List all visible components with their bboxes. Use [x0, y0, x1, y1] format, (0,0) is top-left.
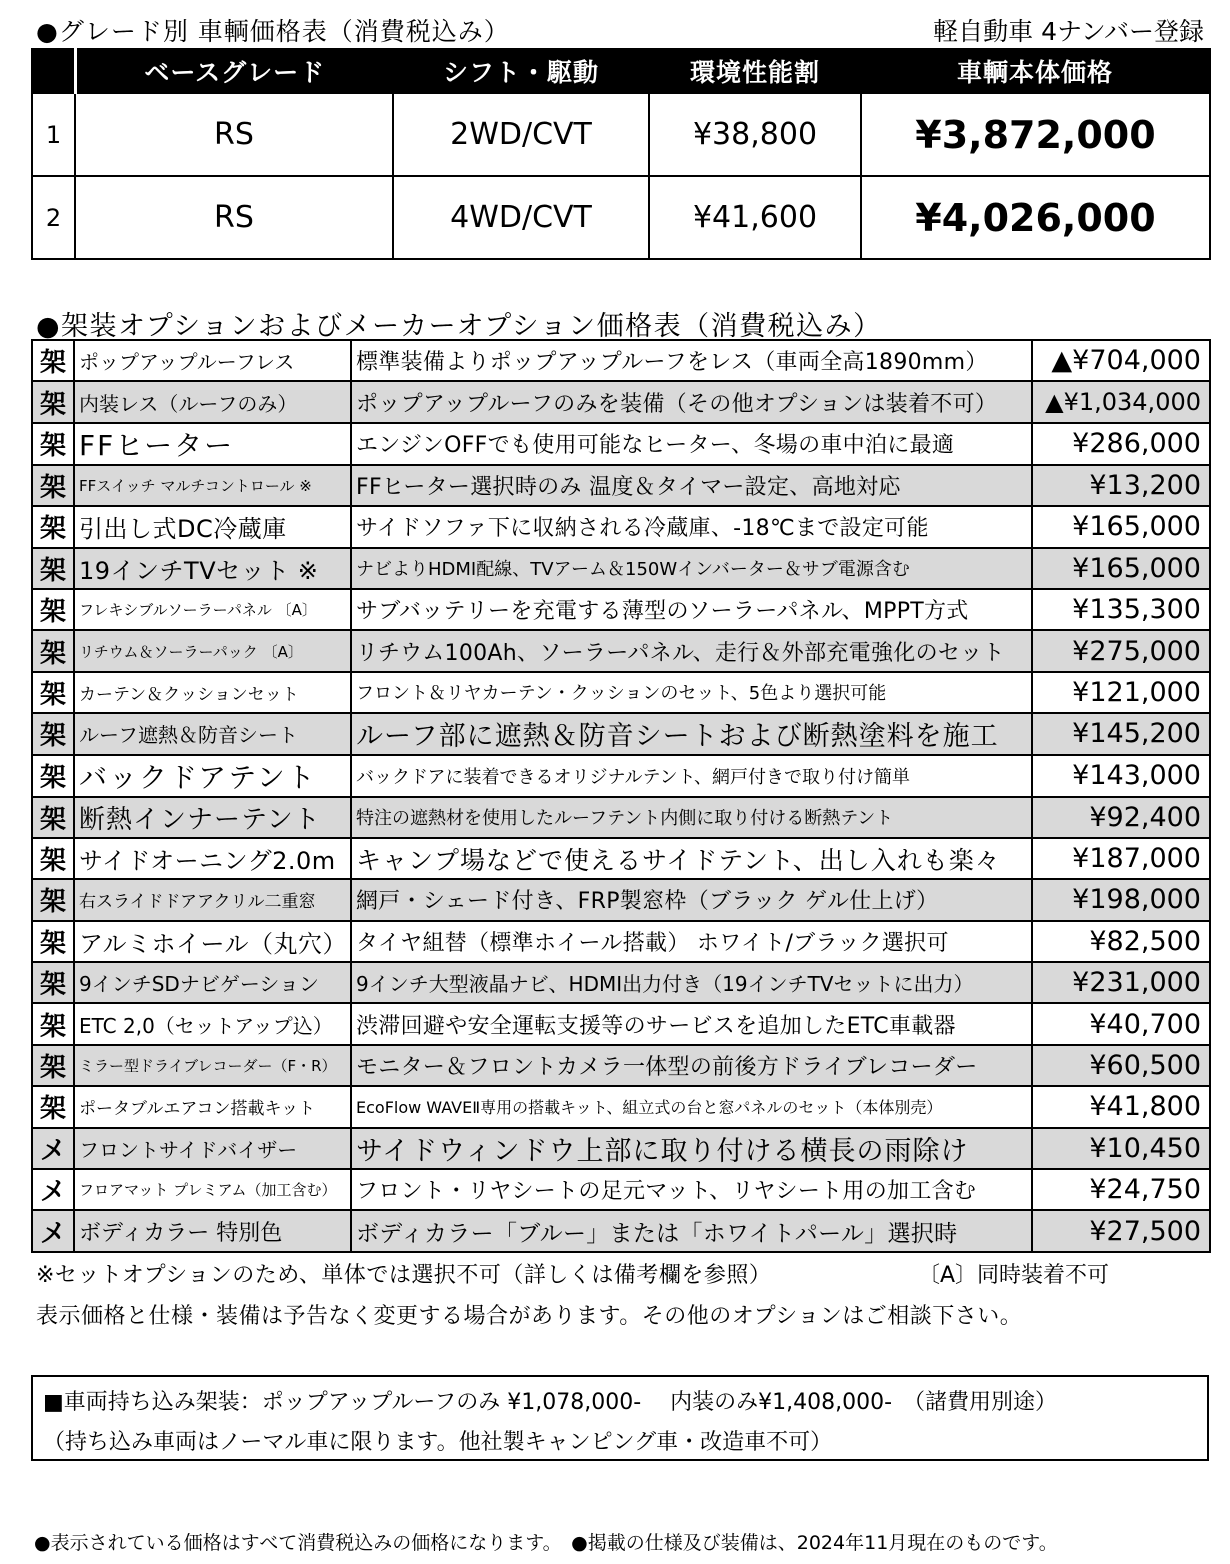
change-notice: 表示価格と仕様・装備は予告なく変更する場合があります。その他のオプションはご相談下さい。	[36, 1304, 1023, 1329]
option-description: 網戸・シェード付き、FRP製窓枠（ブラック ゲル仕上げ）	[351, 879, 1032, 920]
option-price: ¥135,300	[1032, 589, 1210, 630]
bring-in-prices: ■車両持ち込み架装：ポップアップルーフのみ ¥1,078,000- 内装のみ¥1,408,000- （諸費用別途）	[43, 1390, 1058, 1415]
option-name: ミラー型ドライブレコーダー（F・R）	[74, 1045, 351, 1086]
category-cell: 架	[32, 1086, 74, 1127]
grade-cell: RS	[75, 176, 393, 259]
option-name: ポップアップルーフレス	[74, 340, 351, 381]
grade-price-table	[31, 48, 1211, 260]
category-cell: 架	[32, 381, 74, 422]
option-description: エンジンOFFでも使用可能なヒーター、冬場の車中泊に最適	[351, 423, 1032, 465]
option-name: フレキシブルソーラーパネル 〔A〕	[74, 589, 351, 630]
table-row	[32, 506, 1210, 547]
option-description: ルーフ部に遮熱＆防音シートおよび断熱塗料を施工	[351, 713, 1032, 754]
price-cell: ¥3,872,000	[861, 93, 1210, 176]
table-row	[32, 630, 1210, 671]
option-description: EcoFlow WAVEⅡ専用の搭載キット、組立式の台と窓パネルのセット（本体別売）	[351, 1086, 1032, 1127]
option-description: バックドアに装着できるオリジナルテント、網戸付きで取り付け簡単	[351, 755, 1032, 797]
table-row	[32, 755, 1210, 797]
eco-tax-cell: ¥38,800	[649, 93, 861, 176]
header-shift-drive: シフト・駆動	[393, 49, 649, 93]
option-description: サブバッテリーを充電する薄型のソーラーパネル、MPPT方式	[351, 589, 1032, 630]
option-price: ¥121,000	[1032, 672, 1210, 713]
table-row	[32, 1045, 1210, 1086]
option-price: ¥92,400	[1032, 797, 1210, 838]
registration-label: 軽自動車 4ナンバー登録	[933, 17, 1204, 46]
option-price: ¥198,000	[1032, 879, 1210, 920]
table-row	[32, 423, 1210, 465]
category-cell: 架	[32, 423, 74, 465]
category-cell: 架	[32, 755, 74, 797]
table-row	[32, 1086, 1210, 1127]
set-option-note: ※セットオプションのため、単体では選択不可（詳しくは備考欄を参照）	[36, 1263, 772, 1288]
option-price: ¥143,000	[1032, 755, 1210, 797]
category-cell: 架	[32, 1045, 74, 1086]
option-description: サイドソファ下に収納される冷蔵庫、-18℃まで設定可能	[351, 506, 1032, 547]
option-name: 右スライドドアアクリル二重窓	[74, 879, 351, 920]
category-cell: 架	[32, 630, 74, 671]
option-description: キャンプ場などで使えるサイドテント、出し入れも楽々	[351, 838, 1032, 879]
table-row	[32, 93, 1210, 176]
option-name: カーテン＆クッションセット	[74, 672, 351, 713]
option-price: ¥40,700	[1032, 1003, 1210, 1044]
table-row	[32, 838, 1210, 879]
table-row	[32, 672, 1210, 713]
option-price: ▲¥1,034,000	[1032, 381, 1210, 422]
option-description: リチウム100Ah、ソーラーパネル、走行＆外部充電強化のセット	[351, 630, 1032, 671]
option-name: ボディカラー 特別色	[74, 1210, 351, 1251]
option-name: FFスイッチ マルチコントロール ※	[74, 465, 351, 506]
option-name: サイドオーニング2.0m	[74, 838, 351, 879]
category-cell: 架	[32, 672, 74, 713]
bring-in-box	[31, 1375, 1209, 1461]
option-name: 引出し式DC冷蔵庫	[74, 506, 351, 547]
option-description: 特注の遮熱材を使用したルーフテント内側に取り付ける断熱テント	[351, 797, 1032, 838]
shift-cell: 4WD/CVT	[393, 176, 649, 259]
grade-section-title: ●グレード別 車輌価格表（消費税込み）	[36, 17, 510, 46]
option-description: タイヤ組替（標準ホイール搭載） ホワイト/ブラック選択可	[351, 921, 1032, 962]
category-cell: メ	[32, 1128, 74, 1169]
grade-table-header	[32, 49, 1210, 93]
category-cell: 架	[32, 962, 74, 1003]
option-price: ¥165,000	[1032, 548, 1210, 589]
category-cell: 架	[32, 838, 74, 879]
table-row	[32, 1169, 1210, 1210]
option-price: ¥286,000	[1032, 423, 1210, 465]
eco-tax-cell: ¥41,600	[649, 176, 861, 259]
category-cell: 架	[32, 797, 74, 838]
option-description: モニター＆フロントカメラ一体型の前後方ドライブレコーダー	[351, 1045, 1032, 1086]
option-description: ナビよりHDMI配線、TVアーム＆150Wインバーター＆サブ電源含む	[351, 548, 1032, 589]
option-name: 19インチTVセット ※	[74, 548, 351, 589]
option-name: 断熱インナーテント	[74, 797, 351, 838]
option-name: フロントサイドバイザー	[74, 1128, 351, 1169]
table-row	[32, 381, 1210, 422]
option-name: ETC 2,0（セットアップ込）	[74, 1003, 351, 1044]
shift-cell: 2WD/CVT	[393, 93, 649, 176]
table-row	[32, 176, 1210, 259]
option-description: サイドウィンドウ上部に取り付ける横長の雨除け	[351, 1128, 1032, 1169]
option-price: ▲¥704,000	[1032, 340, 1210, 381]
table-row	[32, 1210, 1210, 1251]
exclusive-note: 〔A〕同時装着不可	[918, 1263, 1110, 1288]
option-name: 9インチSDナビゲーション	[74, 962, 351, 1003]
table-row	[32, 465, 1210, 506]
option-description: 9インチ大型液晶ナビ、HDMI出力付き（19インチTVセットに出力）	[351, 962, 1032, 1003]
category-cell: 架	[32, 713, 74, 754]
table-row	[32, 713, 1210, 754]
footer-note: ●表示されている価格はすべて消費税込みの価格になります。 ●掲載の仕様及び装備は、2024年11月現在のものです。	[34, 1532, 1058, 1554]
category-cell: 架	[32, 921, 74, 962]
header-index	[32, 49, 75, 93]
option-name: FFヒーター	[74, 423, 351, 465]
option-name: リチウム＆ソーラーパック 〔A〕	[74, 630, 351, 671]
table-row	[32, 879, 1210, 920]
option-price: ¥27,500	[1032, 1210, 1210, 1251]
table-row	[32, 1128, 1210, 1169]
option-price: ¥60,500	[1032, 1045, 1210, 1086]
table-row	[32, 962, 1210, 1003]
header-base-grade: ベースグレード	[75, 49, 393, 93]
header-body-price: 車輌本体価格	[861, 49, 1210, 93]
options-section-title: ●架装オプションおよびメーカーオプション価格表（消費税込み）	[36, 311, 882, 342]
option-name: ルーフ遮熱＆防音シート	[74, 713, 351, 754]
table-row	[32, 1003, 1210, 1044]
category-cell: メ	[32, 1169, 74, 1210]
option-price: ¥165,000	[1032, 506, 1210, 547]
table-row	[32, 921, 1210, 962]
table-row	[32, 340, 1210, 381]
header-eco-tax: 環境性能割	[649, 49, 861, 93]
category-cell: 架	[32, 1003, 74, 1044]
category-cell: 架	[32, 340, 74, 381]
option-name: アルミホイール（丸穴）	[74, 921, 351, 962]
option-description: 標準装備よりポップアップルーフをレス（車両全高1890mm）	[351, 340, 1032, 381]
table-row	[32, 589, 1210, 630]
option-price: ¥82,500	[1032, 921, 1210, 962]
option-description: ボディカラー「ブルー」または「ホワイトパール」選択時	[351, 1210, 1032, 1251]
option-description: 渋滞回避や安全運転支援等のサービスを追加したETC車載器	[351, 1003, 1032, 1044]
option-price: ¥13,200	[1032, 465, 1210, 506]
price-cell: ¥4,026,000	[861, 176, 1210, 259]
category-cell: 架	[32, 506, 74, 547]
bring-in-conditions: （持ち込み車両はノーマル車に限ります。他社製キャンピング車・改造車不可）	[43, 1430, 833, 1455]
category-cell: 架	[32, 465, 74, 506]
category-cell: 架	[32, 589, 74, 630]
grade-cell: RS	[75, 93, 393, 176]
category-cell: メ	[32, 1210, 74, 1251]
category-cell: 架	[32, 548, 74, 589]
option-description: フロント・リヤシートの足元マット、リヤシート用の加工含む	[351, 1169, 1032, 1210]
option-name: 内装レス（ルーフのみ）	[74, 381, 351, 422]
option-description: ポップアップルーフのみを装備（その他オプションは装着不可）	[351, 381, 1032, 422]
table-row	[32, 548, 1210, 589]
options-price-table	[31, 339, 1211, 1253]
option-name: フロアマット プレミアム（加工含む）	[74, 1169, 351, 1210]
option-price: ¥231,000	[1032, 962, 1210, 1003]
table-row	[32, 797, 1210, 838]
option-name: バックドアテント	[74, 755, 351, 797]
option-price: ¥24,750	[1032, 1169, 1210, 1210]
option-price: ¥187,000	[1032, 838, 1210, 879]
option-name: ポータブルエアコン搭載キット	[74, 1086, 351, 1127]
option-price: ¥145,200	[1032, 713, 1210, 754]
option-description: FFヒーター選択時のみ 温度＆タイマー設定、高地対応	[351, 465, 1032, 506]
row-number: 1	[32, 93, 75, 176]
category-cell: 架	[32, 879, 74, 920]
option-price: ¥10,450	[1032, 1128, 1210, 1169]
option-price: ¥41,800	[1032, 1086, 1210, 1127]
row-number: 2	[32, 176, 75, 259]
option-price: ¥275,000	[1032, 630, 1210, 671]
option-description: フロント＆リヤカーテン・クッションのセット、5色より選択可能	[351, 672, 1032, 713]
